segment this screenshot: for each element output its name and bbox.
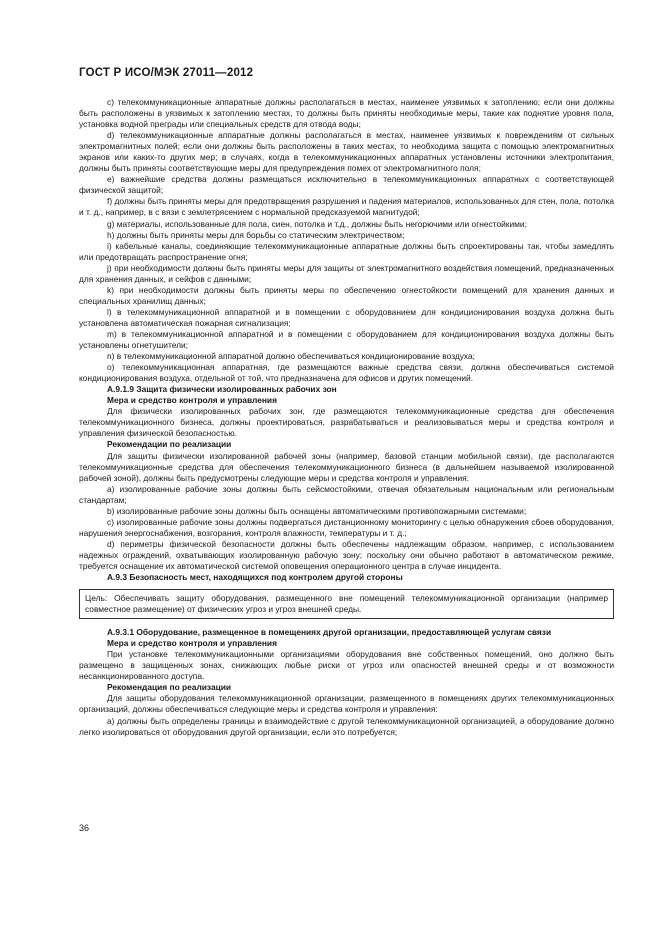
page-body [79, 97, 614, 738]
subheading-guidance-a919: Рекомендации по реализации [107, 439, 232, 450]
list-item-a931-a: a) должны быть определены границы и взаимодействие с другой телекоммуникационной организацией, а оборудование должно легко изолироваться от оборудования другой организации, если это потребуется; [79, 715, 614, 737]
goal-box [79, 589, 614, 619]
paragraph-item-h: h) должны быть приняты меры для борьбы со статическим электричеством; [107, 229, 405, 240]
list-item-a919-d: d) периметры физической безопасности должны быть обеспечены надлежащим образом, например, с использованием надежных ограждений, охватывающих изолированную рабочую зону; поскольку они обычно работают в автоматическом режиме, требуется оснащение их автоматической системой оповещения операционного центра в случае инцидента. [79, 538, 614, 571]
paragraph-item-d: d) телекоммуникационные аппаратные должны располагаться в местах, наименее уязвимых к повреждениям от сильных электромагнитных полей; если они должны быть расположены в таких местах, то необходима защита с помощью электромагнитных экранов или каких-то других мер; в случаях, когда в телекоммуникационных аппаратных установлены источники электропитания, должны быть приняты соответствующие меры для предупреждения помех от электромагнитного поля; [79, 130, 614, 174]
list-item-a919-a: a) изолированные рабочие зоны должны быть сейсмостойкими, отвечая обязательным национальным или региональным стандартам; [79, 483, 614, 505]
control-text-a931: При установке телекоммуникационными организациями оборудования вне собственных помещений, оно должно быть размещено в защищенных зонах, снижающих любые риски от угроз или опасностей внешней среды и от возможности несанкционированного доступа. [79, 649, 614, 682]
page-number: 36 [79, 823, 90, 833]
guidance-text-a919: Для защиты физически изолированной рабочей зоны (например, базовой станции мобильной связи), где располагаются телекоммуникационные средства для обеспечения телекоммуникационного бизнеса (в дальнейшем называемой изолированной рабочей зоной), должны быть предусмотрены следующие меры и средства контроля и управления: [79, 450, 614, 483]
section-heading-a931: А.9.3.1 Оборудование, размещенное в помещениях другой организации, предоставляющей услугам связи [107, 627, 552, 638]
guidance-text-a931: Для защиты оборудования телекоммуникационной организации, размещенного в помещениях других телекоммуникационных организаций, должны обеспечиваться следующие меры и средства контроля и управления: [79, 693, 614, 715]
paragraph-item-i: i) кабельные каналы, соединяющие телекоммуникационные аппаратные должны быть спроектированы так, чтобы замедлять или предотвращать распространение огня; [79, 240, 614, 262]
list-item-a919-c: c) изолированные рабочие зоны должны подвергаться дистанционному мониторингу с целью обнаружения сбоев оборудования, нарушения энергоснабжения, возгорания, контроля влажности, температуры и т. д.; [79, 516, 614, 538]
paragraph-item-o: o) телекоммуникационная аппаратная, где размещаются важные средства связи, должна обеспечиваться системой кондиционирования воздуха, отдельной от той, что предназначена для офисов и других помещений. [79, 362, 614, 384]
paragraph-item-e: e) важнейшие средства должны размещаться исключительно в телекоммуникационных аппаратных с соответствующей физической защитой; [79, 174, 614, 196]
control-text-a919: Для физически изолированных рабочих зон, где размещаются телекоммуникационные средства для обеспечения телекоммуникационного бизнеса, должны проектироваться, разрабатываться и реализовываться меры и средства контроля и управления физической безопасностью. [79, 406, 614, 439]
paragraph-item-g: g) материалы, использованные для пола, сиен, потолка и т.д., должны быть негорючими или огнестойкими; [107, 218, 527, 229]
subheading-control-a931: Мера и средство контроля и управления [107, 638, 277, 649]
list-item-a919-b: b) изолированные рабочие зоны должны быть оснащены автоматическими противопожарными системами; [107, 505, 527, 516]
paragraph-item-l: l) в телекоммуникационной аппаратной и в помещении с оборудованием для кондиционирования воздуха должна быть установлена автоматическая пожарная сигнализация; [79, 306, 614, 328]
paragraph-item-m: m) в телекоммуникационной аппаратной и в помещении с оборудованием для кондиционирования воздуха должны быть установлены огнетушители; [79, 328, 614, 351]
paragraph-item-c: c) телекоммуникационные аппаратные должны располагаться в местах, наименее уязвимых к затоплению; если они должны быть расположены в уязвимых к затоплению местах, то должны быть приняты необходимые меры, такие как поднятие уровня пола, установка водной преграды или специальных средств для отвода воды; [79, 97, 614, 130]
section-heading-a93: А.9.3 Безопасность мест, находящихся под контролем другой стороны [107, 572, 403, 583]
paragraph-item-n: n) в телекоммуникационной аппаратной должно обеспечиваться кондиционирование воздуха; [107, 351, 476, 362]
subheading-control-a919: Мера и средство контроля и управления [107, 395, 277, 406]
document-header: ГОСТ Р ИСО/МЭК 27011—2012 [79, 67, 254, 79]
paragraph-item-f: f) должны быть приняты меры для предотвращения разрушения и падения материалов, использованных для стен, пола, потолка и т. д., например, в с вязи с землетрясением с нормальной предсказуемой магнитудой; [79, 196, 614, 218]
paragraph-item-j: j) при необходимости должны быть приняты меры для защиты от электромагнитного воздействия помещений, предназначенных для хранения данных, и сейфов с данными; [79, 262, 614, 284]
subheading-guidance-a931: Рекомендация по реализации [107, 682, 232, 693]
section-heading-a919: А.9.1.9 Защита физически изолированных рабочих зон [107, 384, 337, 395]
goal-text: Цель: Обеспечивать защиту оборудования, размещенного вне помещений телекоммуникационной организации (например совместное размещение) от физических угроз и угроз внешней среды. [85, 593, 608, 615]
paragraph-item-k: k) при необходимости должны быть приняты меры по обеспечению огнестойкости помещений для хранения данных и специальных хранилищ данных; [79, 284, 614, 306]
